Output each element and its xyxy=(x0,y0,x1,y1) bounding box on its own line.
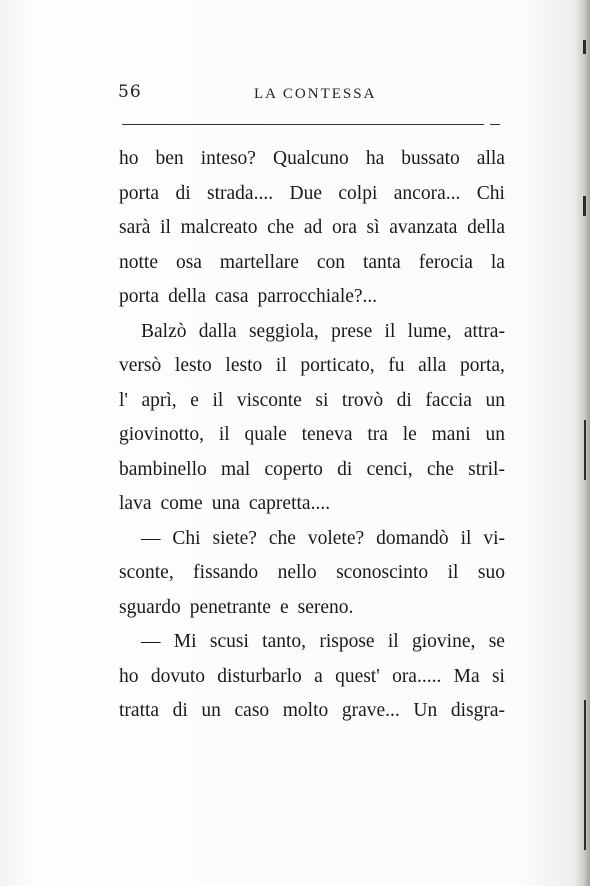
text-line: sarà il malcreato che ad ora sì avanzata della xyxy=(119,217,505,238)
page-edge-mark xyxy=(584,700,586,850)
text-line: ho dovuto disturbarlo a quest' ora..... Ma si xyxy=(119,665,505,687)
page-edge-mark xyxy=(584,420,586,480)
page-edge-mark xyxy=(583,40,586,54)
text-line: porta di strada.... Due colpi ancora... Chi xyxy=(119,182,505,204)
text-line: porta della casa parrocchiale?... xyxy=(119,286,378,307)
text-line: giovinotto, il quale teneva tra le mani un xyxy=(119,424,505,445)
text-line: ho ben inteso? Qualcuno ha bussato alla xyxy=(119,148,505,169)
text-line: notte osa martellare con tanta ferocia la xyxy=(119,251,505,273)
text-line: tratta di un caso molto grave... Un disgra- xyxy=(119,700,505,721)
header-rule xyxy=(122,124,484,125)
running-title: LA CONTESSA xyxy=(254,86,377,102)
page-edge-shadow xyxy=(574,0,590,886)
text-line: — Chi siete? che volete? domandò il vi- xyxy=(141,527,505,549)
text-line: versò lesto lesto il porticato, fu alla porta, xyxy=(119,355,505,376)
page-edge-mark xyxy=(583,196,586,216)
header-rule-tail xyxy=(490,124,500,125)
text-line: — Mi scusi tanto, rispose il giovine, se xyxy=(141,631,505,652)
running-header xyxy=(118,82,504,108)
text-line: l' aprì, e il visconte si trovò di faccia un xyxy=(119,389,505,411)
text-line: bambinello mal coperto di cenci, che stril- xyxy=(119,458,505,480)
text-line: lava come una capretta.... xyxy=(119,493,331,514)
body-text xyxy=(119,142,505,729)
text-line: sguardo penetrante e sereno. xyxy=(119,596,354,618)
page-number: 56 xyxy=(118,82,142,102)
text-line: sconte, fissando nello sconoscinto il suo xyxy=(119,562,505,583)
text-line: Balzò dalla seggiola, prese il lume, attra- xyxy=(141,320,505,342)
